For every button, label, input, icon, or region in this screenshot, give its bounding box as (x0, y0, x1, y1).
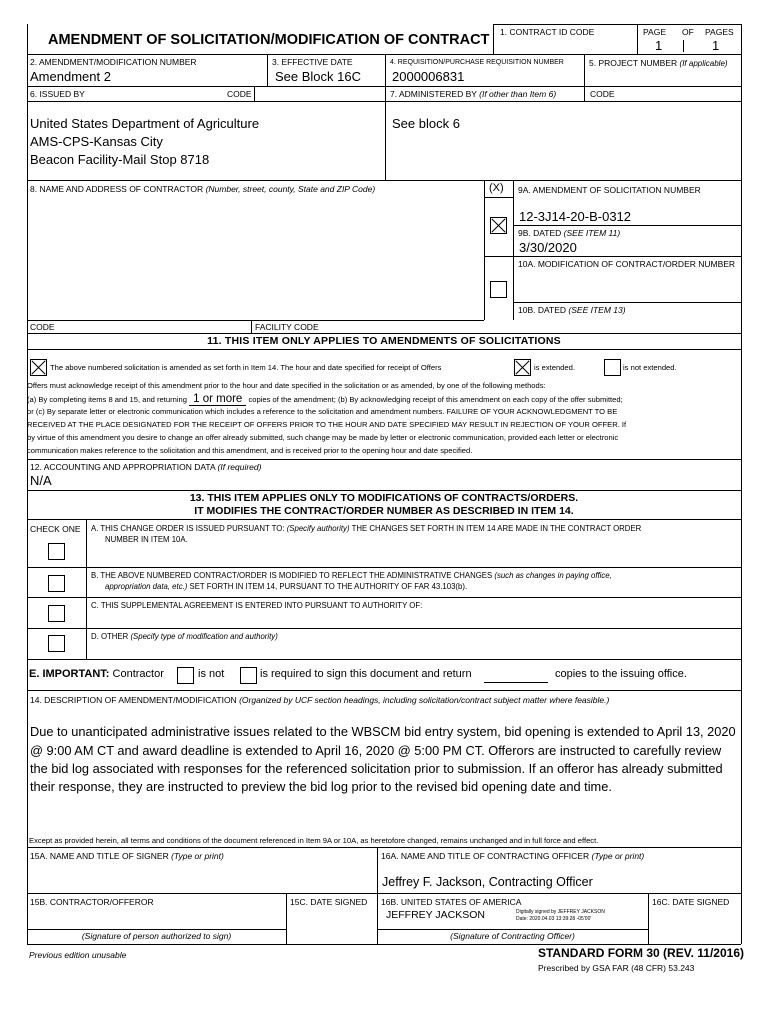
amendment-of-solicitation-checkbox[interactable] (490, 217, 507, 234)
date-signed-16c-label: 16C. DATE SIGNED (652, 897, 730, 907)
offers-not-extended-label: is not extended. (623, 363, 677, 372)
contract-id-code-label: 1. CONTRACT ID CODE (500, 27, 595, 37)
rule-v-of (683, 40, 684, 52)
description-hint: (Organized by UCF section headings, including solicitation/contract subject matter where feasible.) (239, 695, 610, 705)
item11-line-4: or (c) By separate letter or electronic communication which includes a reference to the solicitation and amendment numbers. FAILURE OF YOUR ACKNOWLEDGMENT TO BE (27, 407, 618, 416)
rule-13c (27, 597, 741, 598)
page-number: 1 (655, 38, 663, 53)
pages-label: PAGES (705, 27, 734, 37)
issuer-line-1[interactable]: United States Department of Agriculture (30, 116, 260, 131)
contractor-code-label: CODE (30, 322, 55, 332)
frame-right (741, 24, 742, 944)
rule-15a (27, 847, 741, 848)
total-pages: 1 (712, 38, 720, 53)
digital-signature-line-1: Digitally signed by JEFFREY JACKSON (516, 909, 605, 915)
frame-left (27, 24, 28, 944)
rule-13d (27, 628, 741, 629)
solicitation-number-label: 9A. AMENDMENT OF SOLICITATION NUMBER (518, 185, 701, 195)
rule-important (27, 659, 741, 660)
item11-line-3a: (a) By completing items 8 and 15, and returning (27, 395, 187, 404)
item11-line-3 (27, 394, 623, 406)
signature-officer-text: (Signature of Contracting Officer) (450, 931, 575, 941)
rule-v-b3 (267, 54, 268, 86)
item11-heading: 11. THIS ITEM ONLY APPLIES TO AMENDMENTS OF SOLICITATIONS (207, 335, 561, 347)
issued-by-code-label: CODE (227, 89, 252, 99)
form-title: AMENDMENT OF SOLICITATION/MODIFICATION OF CONTRACT (48, 32, 490, 48)
rule-row6 (27, 86, 741, 87)
rule-v-facility (251, 320, 252, 333)
is-required-checkbox[interactable] (240, 667, 257, 684)
item11-line-7: communication makes reference to the solicitation and this amendment, and is received prior to the opening hour and date specified. (27, 446, 473, 455)
rule-13b (27, 567, 741, 568)
rule-10a (484, 256, 741, 257)
check-one-label: CHECK ONE (30, 524, 81, 534)
item13a-hint: (Specify authority) (286, 524, 350, 533)
description-label (30, 695, 609, 705)
of-label: OF (682, 27, 694, 37)
amendment-number-label: 2. AMENDMENT/MODIFICATION NUMBER (30, 57, 197, 67)
important-copies: copies to the issuing office. (555, 668, 687, 680)
item13d-text-1: D. OTHER (91, 632, 129, 641)
contracting-officer-label-text: 16A. NAME AND TITLE OF CONTRACTING OFFICER (381, 851, 590, 861)
rule-row8 (27, 180, 741, 181)
date-signed-15c-label: 15C. DATE SIGNED (290, 897, 368, 907)
administered-by-code-label: CODE (590, 89, 615, 99)
rule-item11 (27, 333, 741, 334)
rule-v-b5 (584, 54, 585, 86)
item13b-text-2b: SET FORTH IN ITEM 14, PURSUANT TO THE AUTHORITY OF FAR 43.103(b). (189, 582, 468, 591)
dated-10b-label-text: 10B. DATED (518, 305, 567, 315)
accounting-data-label-text: 12. ACCOUNTING AND APPROPRIATION DATA (30, 462, 216, 472)
item11-line-1: The above numbered solicitation is amended as set forth in Item 14. The hour and date specified for receipt of Offers (50, 363, 442, 372)
item13b-text-1: B. THE ABOVE NUMBERED CONTRACT/ORDER IS MODIFIED TO REFLECT THE ADMINISTRATIVE CHANGES (91, 571, 493, 580)
contracting-officer-label (381, 851, 644, 861)
rule-v-15c (286, 893, 287, 944)
item13b-checkbox[interactable] (48, 575, 65, 592)
rule-v-code2 (584, 86, 585, 101)
description-label-text: 14. DESCRIPTION OF AMENDMENT/MODIFICATION (30, 695, 237, 705)
item13b-hint-2: appropriation data, etc.) (105, 582, 188, 591)
important-row (29, 668, 164, 680)
dated-9b-hint: (SEE ITEM 11) (563, 228, 621, 238)
item13a-text-3: NUMBER IN ITEM 10A. (105, 535, 188, 544)
rule-v-16c (648, 893, 649, 944)
previous-edition-note (29, 950, 126, 960)
rule-v-check (86, 519, 87, 659)
rule-v-9a (513, 180, 514, 320)
return-copies-field[interactable] (484, 682, 548, 683)
dated-10b-hint: (SEE ITEM 13) (568, 305, 626, 315)
important-is-not: is not (198, 668, 225, 680)
item13d-text (91, 632, 278, 642)
item13a-text (91, 524, 641, 534)
item13-heading-2: IT MODIFIES THE CONTRACT/ORDER NUMBER AS DESCRIBED IN ITEM 14. (194, 505, 574, 517)
rule-v-b7 (385, 101, 386, 180)
item13d-checkbox[interactable] (48, 635, 65, 652)
rule-10b (513, 302, 741, 303)
dated-9b-label (518, 228, 620, 238)
item13c-text: C. THIS SUPPLEMENTAL AGREEMENT IS ENTERED INTO PURSUANT TO AUTHORITY OF: (91, 601, 423, 610)
project-number-label (589, 58, 728, 69)
effective-date-field[interactable]: See Block 16C (275, 69, 361, 84)
important-label: E. IMPORTANT: (29, 668, 110, 680)
rule-v-code1 (254, 86, 255, 101)
project-number-hint: (If applicable) (679, 59, 728, 68)
item13a-checkbox[interactable] (48, 543, 65, 560)
requisition-number-field[interactable]: 2000006831 (392, 69, 465, 84)
dated-9b-field[interactable]: 3/30/2020 (519, 240, 577, 255)
contractor-address-label (30, 184, 375, 194)
administered-by-label (390, 89, 556, 99)
rule-9b (513, 225, 741, 226)
offers-not-extended-checkbox[interactable] (604, 359, 621, 376)
item11-line-5: RECEIVED AT THE PLACE DESIGNATED FOR THE RECEIPT OF OFFERS PRIOR TO THE HOUR AND DATE SPECIFIED MAY RESULT IN REJECTION OF YOUR OFFER. If (27, 420, 627, 429)
amendment-number-field[interactable]: Amendment 2 (30, 69, 111, 84)
solicitation-number-field[interactable]: 12-3J14-20-B-0312 (519, 209, 632, 224)
description-line-3: the bid log associated with responses for the referenced solicitation prior to submission. If an offeror has already submitted (30, 761, 723, 776)
important-contractor: Contractor (112, 668, 164, 680)
rule-row6-sub (27, 101, 741, 102)
prescribed-by: Prescribed by GSA FAR (48 CFR) 53.243 (538, 963, 695, 973)
issuer-line-3[interactable]: Beacon Facility-Mail Stop 8718 (30, 152, 210, 167)
rule-v-x (484, 180, 485, 320)
project-number-label-text: 5. PROJECT NUMBER (589, 58, 678, 68)
description-line-1: Due to unanticipated administrative issues related to the WBSCM bid entry system, bid opening is extended to April 13, 2020 (30, 724, 736, 739)
description-line-2: @ 9:00 AM CT and award deadline is extended to April 16, 2020 @ 5:00 PM CT. Offerors are instructed to carefully review (30, 743, 722, 758)
rule-row2 (27, 54, 741, 55)
signature-officer-caption (377, 931, 648, 941)
important-is-required: is required to sign this document and return (260, 668, 472, 680)
signer-name-label (30, 851, 224, 861)
rule-15b (27, 893, 741, 894)
modification-number-label: 10A. MODIFICATION OF CONTRACT/ORDER NUMBER (518, 259, 736, 269)
signature-person-text: (Signature of person authorized to sign) (81, 931, 232, 941)
rule-v-title (493, 24, 494, 54)
contractor-address-label-text: 8. NAME AND ADDRESS OF CONTRACTOR (30, 184, 204, 194)
description-line-4: their response, they are instructed to preview the bid log prior to the revised bid opening date and time. (30, 779, 612, 794)
signer-name-label-text: 15A. NAME AND TITLE OF SIGNER (30, 851, 169, 861)
accounting-data-field[interactable]: N/A (30, 473, 52, 488)
rule-sig-16 (377, 929, 648, 930)
page-label: PAGE (643, 27, 666, 37)
item13-heading-1: 13. THIS ITEM APPLIES ONLY TO MODIFICATIONS OF CONTRACTS/ORDERS. (189, 492, 579, 504)
standard-form-number: STANDARD FORM 30 (REV. 11/2016) (537, 946, 744, 960)
rule-item13 (27, 490, 741, 491)
contractor-address-hint: (Number, street, county, State and ZIP Code) (205, 184, 376, 194)
item11-amended-checkbox[interactable] (30, 359, 47, 376)
item13b-text (91, 571, 612, 581)
issuer-line-2[interactable]: AMS-CPS-Kansas City (30, 134, 163, 149)
rule-v-page (637, 24, 638, 54)
contracting-officer-hint: (Type or print) (591, 851, 645, 861)
item11-line-6: by virtue of this amendment you desire to change an offer already submitted, such change may be made by letter or electronic communication, provided each letter or electronic (27, 433, 619, 442)
digital-signature-line-2: Date: 2020.04.03 13:39:28 -05'00' (516, 916, 592, 922)
item13d-hint: (Specify type of modification and authority) (130, 632, 278, 641)
signature-person-caption (27, 931, 286, 941)
item13a-text-1: A. THIS CHANGE ORDER IS ISSUED PURSUANT TO: (91, 524, 285, 533)
offers-extended-checkbox[interactable] (514, 359, 531, 376)
contractor-offeror-label: 15B. CONTRACTOR/OFFEROR (30, 897, 154, 907)
offers-extended-label: is extended. (534, 363, 575, 372)
item11-line-3b: copies of the amendment; (b) By acknowledging receipt of this amendment on each copy of the offer submitted; (248, 395, 623, 404)
copies-field[interactable]: 1 or more (189, 394, 246, 406)
signer-name-hint: (Type or print) (171, 851, 224, 861)
officer-signature[interactable]: JEFFREY JACKSON (386, 909, 485, 921)
is-not-required-checkbox[interactable] (177, 667, 194, 684)
rule-sig-15 (27, 929, 286, 930)
united-states-label: 16B. UNITED STATES OF AMERICA (381, 897, 522, 907)
x-column-label: (X) (489, 182, 504, 194)
dated-10b-label (518, 305, 626, 315)
rule-item12 (27, 459, 741, 460)
effective-date-label: 3. EFFECTIVE DATE (272, 57, 353, 67)
administered-by-field[interactable]: See block 6 (392, 116, 460, 131)
item13a-text-2: THE CHANGES SET FORTH IN ITEM 14 ARE MADE IN THE CONTRACT ORDER (351, 524, 642, 533)
item11-line-2: Offers must acknowledge receipt of this amendment prior to the hour and date specified in the solicitation or as amended, by one of the following methods: (27, 381, 546, 390)
rule-top (493, 24, 741, 25)
contracting-officer-field[interactable]: Jeffrey F. Jackson, Contracting Officer (382, 875, 593, 889)
item13b-text-2 (105, 582, 467, 592)
previous-edition-text: Previous edition unusable (29, 950, 127, 960)
facility-code-label: FACILITY CODE (255, 322, 319, 332)
rule-item11-sub (27, 349, 741, 350)
administered-by-label-text: 7. ADMINISTERED BY (390, 89, 477, 99)
rule-item14 (27, 690, 741, 691)
dated-9b-label-text: 9B. DATED (518, 228, 562, 238)
except-statement: Except as provided herein, all terms and conditions of the document referenced in Item 9A or 10A, as heretofore changed, remains unchanged and in full force and effect. (29, 836, 599, 845)
issued-by-label: 6. ISSUED BY (30, 89, 85, 99)
modification-of-contract-checkbox[interactable] (490, 281, 507, 298)
requisition-number-label: 4. REQUISITION/PURCHASE REQUISITION NUMBER (390, 59, 564, 66)
rule-x-header (484, 197, 513, 198)
rule-code-row (27, 320, 484, 321)
administered-by-hint: (If other than Item 6) (479, 89, 557, 99)
item13c-checkbox[interactable] (48, 605, 65, 622)
rule-item13-sub (27, 519, 741, 520)
accounting-data-label (30, 462, 261, 472)
item13b-hint-1: (such as changes in paying office, (494, 571, 612, 580)
rule-bottom (27, 944, 741, 945)
accounting-data-hint: (If required) (217, 462, 262, 472)
